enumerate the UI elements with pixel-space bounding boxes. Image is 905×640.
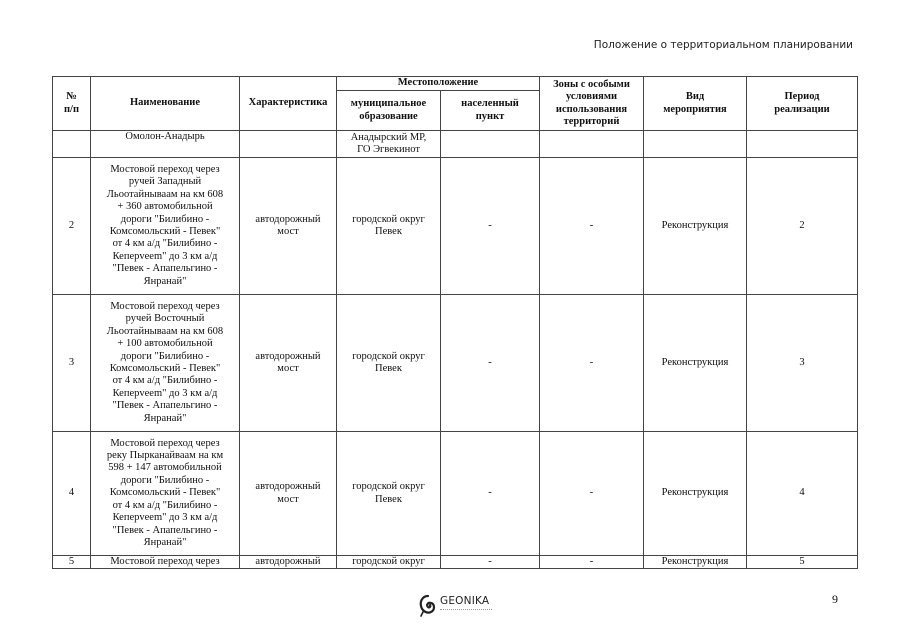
cell-municipal: городской округ Певек [337, 158, 441, 295]
document-header-title: Положение о территориальном планировании [593, 39, 853, 51]
cell-name: Мостовой переход через реку Пырканайваам на км 598 + 147 автомобильной дороги "Билибино - Комсомольский - Певек" от 4 км а/д "Билибино - Кеперveem" до 3 км а/д "Певек - Апапельгино - Янранай" [91, 432, 240, 556]
header-period: Период реализации [747, 77, 858, 131]
cell-period: 5 [747, 556, 858, 569]
cell-zones: - [540, 432, 644, 556]
header-location: Местоположение [337, 77, 540, 91]
page-number: 9 [832, 592, 838, 606]
cell-period: 4 [747, 432, 858, 556]
header-settlement: населенный пункт [441, 91, 540, 131]
cell-settlement [441, 131, 540, 158]
cell-num: 4 [53, 432, 91, 556]
header-municipal: муниципальное образование [337, 91, 441, 131]
spiral-logo-icon [418, 593, 438, 617]
cell-settlement: - [441, 432, 540, 556]
cell-characteristic: автодорожный мост [240, 158, 337, 295]
cell-characteristic: автодорожный [240, 556, 337, 569]
cell-measure: Реконструкция [644, 158, 747, 295]
cell-settlement: - [441, 295, 540, 432]
cell-name: Мостовой переход через [91, 556, 240, 569]
table-row [53, 556, 858, 569]
cell-num [53, 131, 91, 158]
cell-municipal: городской округ [337, 556, 441, 569]
table-row [53, 131, 858, 158]
logo-text: GEONIKA [440, 595, 490, 607]
cell-characteristic [240, 131, 337, 158]
table-row [53, 295, 858, 432]
cell-zones [540, 131, 644, 158]
header-measure: Вид мероприятия [644, 77, 747, 131]
cell-characteristic: автодорожный мост [240, 432, 337, 556]
header-characteristic: Характеристика [240, 77, 337, 131]
cell-municipal: Анадырский МР, ГО Эгвекинот [337, 131, 441, 158]
logo-tagline-line [440, 609, 492, 612]
geonika-logo [418, 591, 498, 621]
cell-zones: - [540, 158, 644, 295]
cell-measure [644, 131, 747, 158]
header-zones: Зоны с особыми условиями использования территорий [540, 77, 644, 131]
cell-measure: Реконструкция [644, 556, 747, 569]
cell-num: 3 [53, 295, 91, 432]
territorial-planning-table [52, 76, 858, 569]
cell-measure: Реконструкция [644, 295, 747, 432]
cell-period [747, 131, 858, 158]
cell-zones: - [540, 556, 644, 569]
header-num: № п/п [53, 77, 91, 131]
cell-characteristic: автодорожный мост [240, 295, 337, 432]
cell-period: 3 [747, 295, 858, 432]
cell-settlement: - [441, 158, 540, 295]
cell-settlement: - [441, 556, 540, 569]
header-name: Наименование [91, 77, 240, 131]
cell-name: Мостовой переход через ручей Восточный Льоотайнываам на км 608 + 100 автомобильной дороги "Билибино - Комсомольский - Певек" от 4 км а/д "Билибино - Кеперveem" до 3 км а/д "Певек - Апапельгино - Янранай" [91, 295, 240, 432]
cell-zones: - [540, 295, 644, 432]
cell-name: Мостовой переход через ручей Западный Льоотайнываам на км 608 + 360 автомобильной дороги "Билибино - Комсомольский - Певек" от 4 км а/д "Билибино - Кеперveem" до 3 км а/д "Певек - Апапельгино - Янранай" [91, 158, 240, 295]
cell-measure: Реконструкция [644, 432, 747, 556]
cell-num: 5 [53, 556, 91, 569]
table-row [53, 158, 858, 295]
cell-municipal: городской округ Певек [337, 432, 441, 556]
cell-municipal: городской округ Певек [337, 295, 441, 432]
cell-num: 2 [53, 158, 91, 295]
cell-period: 2 [747, 158, 858, 295]
cell-name: Омолон-Анадырь [91, 131, 240, 158]
table-row [53, 432, 858, 556]
